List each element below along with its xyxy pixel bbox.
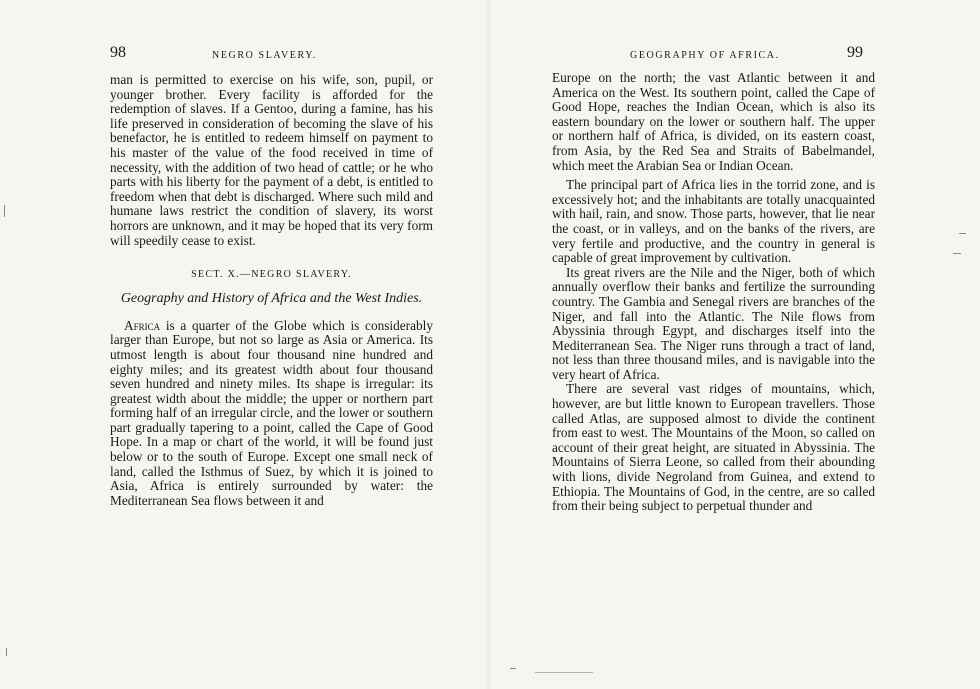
scan-mark (4, 205, 5, 217)
scan-mark (959, 233, 966, 234)
section-subtitle: Geography and History of Africa and the West Indies. (120, 290, 423, 306)
right-page-number: 99 (847, 44, 863, 61)
left-paragraph-1: man is permitted to exercise on his wife, son, pupil, or younger brother. Every facility is afforded for the redemption of slaves. If a Gentoo, during a famine, has his life preserved in consideration of becoming the slave of his benefactor, he is entitled to redeem himself on payment to his master of the value of the food received in time of necessity, with the addition of two head of cattle; or he who parts with his liberty for the payment of a debt, is entitled to freedom when that debt is discharged. Where such mild and humane laws restrict the condition of slavery, its worst horrors are unknown, and it may be hoped that its very form will speedily cease to exist. (110, 72, 433, 248)
scan-mark (6, 648, 7, 656)
paragraph-lead-word: Africa (124, 317, 161, 333)
scan-mark (510, 668, 516, 669)
scan-mark (953, 253, 961, 254)
right-paragraph-2: The principal part of Africa lies in the torrid zone, and is excessively hot; and the inhabitants are totally unacquainted with hail, rain, and snow. Those parts, however, that lie near the coast, or in valleys, and on the banks of the rivers, are very fertile and productive, and the country in general is capable of great improvement by cultivation. (552, 177, 875, 266)
left-paragraph-2-body: is a quarter of the Globe which is considerably larger than Europe, but not so large as Asia or America. Its utmost length is about four thousand nine hundred and eighty miles; and its greatest width about four thousand seven hundred and ninety miles. Its shape is irregular: its greatest width about the middle; the upper or northern part forming half of an irregular circle, and the lower or southern part gradually tapering to a point, called the Cape of Good Hope. In a map or chart of the world, it will be found just below or to the south of Europe. Except one small neck of land, called the Isthmus of Suez, by which it is joined to Asia, Africa is entirely surrounded by water: the Mediterranean Sea flows between it and (110, 317, 433, 508)
scan-mark (535, 672, 593, 673)
right-text-column (552, 71, 875, 514)
left-page-number: 98 (110, 44, 126, 61)
right-paragraph-4: There are several vast ridges of mountains, which, however, are but little known to European travellers. Those called Atlas, are supposed almost to divide the continent from east to west. The Mountains of the Moon, so called on account of their great height, are situated in Abyssinia. The Mountains of Sierra Leone, so called from their abounding with lions, divide Negroland from Guinea, and extend to Ethiopia. The Mountains of God, in the centre, are so called from their being subject to perpetual thunder and (552, 381, 875, 514)
left-running-head: NEGRO SLAVERY. (212, 50, 317, 61)
right-running-head: GEOGRAPHY OF AFRICA. (630, 50, 780, 61)
right-paragraph-1: Europe on the north; the vast Atlantic between it and America on the West. Its southern point, called the Cape of Good Hope, reaches the Indian Ocean, which is also its eastern boundary on the lower or southern half. The upper or northern half of Africa, is divided, on its eastern coast, from Asia, by the Red Sea and Straits of Babelmandel, which meet the Arabian Sea or Indian Ocean. (552, 70, 875, 173)
left-text-column (110, 73, 433, 508)
section-heading: SECT. X.—NEGRO SLAVERY. (191, 269, 352, 281)
right-paragraph-3: Its great rivers are the Nile and the Niger, both of which annually overflow their banks and fertilize the surrounding country. The Gambia and Senegal rivers are branches of the Niger, and fall into the Atlantic. The Nile flows from Abyssinia through Egypt, and discharges itself into the Mediterranean Sea. The Niger runs through a tract of land, not less than three thousand miles, and is navigable into the very heart of Africa. (552, 264, 875, 382)
left-paragraph-2 (110, 319, 433, 509)
